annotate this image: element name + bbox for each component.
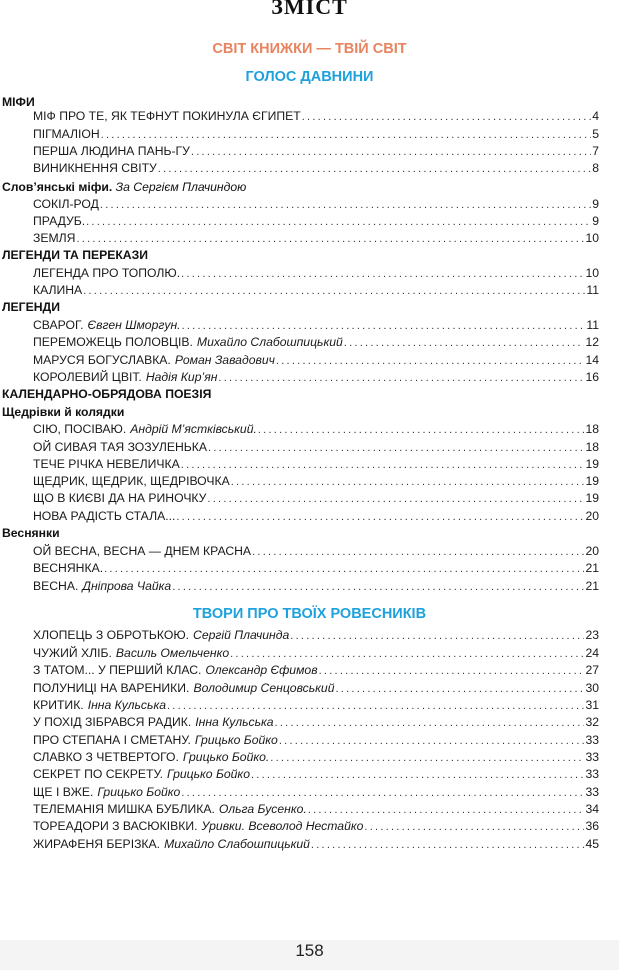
dot-leader bbox=[270, 752, 584, 764]
dot-leader bbox=[290, 630, 584, 642]
entry-title: СІЮ, ПОСІВАЮ. bbox=[33, 422, 127, 436]
section-heading bbox=[2, 95, 35, 109]
part-title-book-world: СВІТ КНИЖКИ — ТВІЙ СВІТ bbox=[212, 41, 407, 57]
entry-page: 18 bbox=[585, 422, 599, 436]
dot-leader bbox=[276, 355, 585, 367]
section-heading bbox=[2, 300, 60, 314]
toc-entry[interactable] bbox=[33, 127, 599, 143]
entry-page: 21 bbox=[585, 561, 599, 575]
entry-title: ВЕСНА. bbox=[33, 579, 79, 593]
toc-entry[interactable] bbox=[33, 837, 599, 853]
entry-page: 31 bbox=[585, 698, 599, 712]
entry-author: Надія Кир’ян bbox=[145, 370, 218, 384]
dot-leader bbox=[275, 717, 585, 729]
section-title: Слов’янські міфи. bbox=[2, 180, 113, 194]
entry-author: Михайло Слабошпицький bbox=[196, 335, 343, 349]
toc-entry[interactable] bbox=[33, 335, 599, 351]
section-title: Щедрівки й колядки bbox=[2, 405, 125, 419]
entry-author: Олександр Єфимов bbox=[205, 663, 318, 677]
entry-title: ТОРЕАДОРИ З ВАСЮКІВКИ. bbox=[33, 819, 198, 833]
toc-entry[interactable] bbox=[33, 318, 599, 334]
entry-title: ЩЕ І ВЖЕ. bbox=[33, 785, 94, 799]
entry-page: 20 bbox=[585, 509, 599, 523]
page-title: ЗМІСТ bbox=[271, 0, 348, 19]
entry-page: 20 bbox=[585, 544, 599, 558]
part-title-peers: ТВОРИ ПРО ТВОЇХ РОВЕСНИКІВ bbox=[192, 606, 427, 622]
entry-title: КАЛИНА bbox=[33, 283, 83, 297]
toc-entry[interactable] bbox=[33, 457, 599, 473]
page-number: 158 bbox=[295, 941, 324, 960]
section-author: За Сергієм Плачиндою bbox=[115, 180, 247, 194]
entry-author: Дніпрова Чайка bbox=[82, 579, 172, 593]
entry-author: Грицько Бойко. bbox=[182, 750, 270, 764]
dot-leader bbox=[191, 146, 591, 158]
entry-author: Василь Омельченко bbox=[115, 646, 230, 660]
dot-leader bbox=[176, 511, 584, 523]
toc-entry[interactable] bbox=[33, 214, 599, 230]
entry-title: ЛЕГЕНДА ПРО ТОПОЛЮ. bbox=[33, 266, 181, 280]
dot-leader bbox=[83, 285, 585, 297]
dot-leader bbox=[181, 787, 584, 799]
dot-leader bbox=[230, 648, 584, 660]
entry-page: 19 bbox=[585, 457, 599, 471]
entry-title: ЩО В КИЄВІ ДА НА РИНОЧКУ bbox=[33, 491, 207, 505]
dot-leader bbox=[208, 442, 584, 454]
entry-page: 33 bbox=[585, 785, 599, 799]
dot-leader bbox=[167, 700, 584, 712]
dot-leader bbox=[86, 216, 591, 228]
entry-author: Інна Кульська bbox=[195, 715, 274, 729]
entry-title: ЧУЖИЙ ХЛІБ. bbox=[33, 646, 112, 660]
toc-entry[interactable] bbox=[33, 561, 599, 577]
entry-page: 33 bbox=[585, 733, 599, 747]
entry-page: 21 bbox=[585, 579, 599, 593]
dot-leader bbox=[302, 111, 591, 123]
entry-author: Уривки. Всеволод Нестайко bbox=[201, 819, 364, 833]
toc-entry[interactable] bbox=[33, 802, 599, 818]
entry-title: НОВА РАДІСТЬ СТАЛА... bbox=[33, 509, 176, 523]
entry-page: 32 bbox=[585, 715, 599, 729]
entry-author: Грицько Бойко bbox=[167, 767, 250, 781]
section-heading bbox=[2, 180, 246, 194]
entry-title: ЗЕМЛЯ bbox=[33, 231, 76, 245]
entry-author: Андрій М’ястківський. bbox=[130, 422, 257, 436]
entry-title: ВИНИКНЕННЯ СВІТУ bbox=[33, 161, 157, 175]
entry-page: 24 bbox=[585, 646, 599, 660]
entry-title: ПОЛУНИЦІ НА ВАРЕНИКИ. bbox=[33, 681, 190, 695]
toc-entry[interactable] bbox=[33, 663, 599, 679]
entry-page: 19 bbox=[585, 491, 599, 505]
entry-title: ПЕРЕМОЖЕЦЬ ПОЛОВЦІВ. bbox=[33, 335, 193, 349]
entry-title: ТЕЧЕ РІЧКА НЕВЕЛИЧКА bbox=[33, 457, 180, 471]
entry-title: КОРОЛЕВИЙ ЦВІТ. bbox=[33, 370, 142, 384]
toc-entry[interactable] bbox=[33, 544, 599, 560]
dot-leader bbox=[100, 199, 591, 211]
entry-page: 34 bbox=[585, 802, 599, 816]
entry-page: 27 bbox=[585, 663, 599, 677]
entry-title: СЕКРЕТ ПО СЕКРЕТУ. bbox=[33, 767, 163, 781]
entry-page: 11 bbox=[586, 283, 599, 297]
toc-entry[interactable] bbox=[33, 440, 599, 456]
entry-page: 14 bbox=[585, 353, 599, 367]
entry-page: 23 bbox=[585, 628, 599, 642]
entry-title: ХЛОПЕЦЬ З ОБРОТЬКОЮ. bbox=[33, 628, 190, 642]
entry-page: 45 bbox=[585, 837, 599, 851]
toc-entry[interactable] bbox=[33, 750, 599, 766]
entry-title: ПЕРША ЛЮДИНА ПАНЬ-ГУ bbox=[33, 144, 190, 158]
entry-title: ВЕСНЯНКА. bbox=[33, 561, 104, 575]
entry-title: ТЕЛЕМАНІЯ МИШКА БУБЛИКА. bbox=[33, 802, 215, 816]
toc-entry[interactable] bbox=[33, 733, 599, 749]
dot-leader bbox=[76, 233, 584, 245]
toc-entry[interactable] bbox=[33, 144, 599, 160]
entry-page: 5 bbox=[592, 127, 599, 141]
dot-leader bbox=[364, 821, 584, 833]
section-heading bbox=[2, 248, 148, 262]
entry-title: ПІГМАЛІОН bbox=[33, 127, 100, 141]
entry-title: У ПОХІД ЗІБРАВСЯ РАДИК. bbox=[33, 715, 192, 729]
toc-entry[interactable] bbox=[33, 422, 599, 438]
entry-author: Ольга Бусенко. bbox=[218, 802, 307, 816]
dot-leader bbox=[231, 476, 585, 488]
dot-leader bbox=[104, 563, 584, 575]
dot-leader bbox=[319, 665, 585, 677]
entry-page: 11 bbox=[586, 318, 599, 332]
dot-leader bbox=[335, 683, 584, 695]
toc-entry[interactable] bbox=[33, 819, 599, 835]
toc-entry[interactable] bbox=[33, 785, 599, 801]
dot-leader bbox=[279, 735, 585, 747]
entry-page: 33 bbox=[585, 750, 599, 764]
dot-leader bbox=[251, 769, 584, 781]
dot-leader bbox=[308, 804, 585, 816]
toc-entry[interactable] bbox=[33, 509, 599, 525]
toc-entry[interactable] bbox=[33, 197, 599, 213]
toc-entry[interactable] bbox=[33, 628, 599, 644]
entry-author: Євген Шморгун. bbox=[87, 318, 181, 332]
section-title: КАЛЕНДАРНО-ОБРЯДОВА ПОЕЗІЯ bbox=[2, 387, 212, 401]
section-title: МІФИ bbox=[2, 95, 35, 109]
entry-author: Михайло Слабошпицький bbox=[164, 837, 310, 851]
dot-leader bbox=[218, 372, 584, 384]
entry-title: ОЙ ВЕСНА, ВЕСНА — ДНЕМ КРАСНА bbox=[33, 544, 252, 558]
toc-entry[interactable] bbox=[33, 370, 599, 386]
entry-page: 12 bbox=[585, 335, 599, 349]
toc-entry[interactable] bbox=[33, 109, 599, 125]
entry-author: Грицько Бойко bbox=[194, 733, 278, 747]
entry-author: Інна Кульська bbox=[87, 698, 166, 712]
dot-leader bbox=[182, 320, 586, 332]
dot-leader bbox=[207, 493, 584, 505]
entry-author: Володимир Сенцовський bbox=[193, 681, 335, 695]
entry-title: З ТАТОМ... У ПЕРШИЙ КЛАС. bbox=[33, 663, 202, 677]
part-subtitle-voice-of-antiquity: ГОЛОС ДАВНИНИ bbox=[245, 69, 374, 85]
entry-title: ПРАДУБ. bbox=[33, 214, 86, 228]
toc-entry[interactable] bbox=[33, 681, 599, 697]
toc-entry[interactable] bbox=[33, 353, 599, 369]
dot-leader bbox=[158, 163, 591, 175]
entry-page: 33 bbox=[585, 767, 599, 781]
entry-page: 8 bbox=[592, 161, 599, 175]
dot-leader bbox=[101, 129, 592, 141]
toc-entry[interactable] bbox=[33, 715, 599, 731]
entry-page: 4 bbox=[592, 109, 599, 123]
toc-entry[interactable] bbox=[33, 646, 599, 662]
toc-entry[interactable] bbox=[33, 698, 599, 714]
section-heading bbox=[2, 405, 124, 419]
entry-author: Роман Завадович bbox=[174, 353, 275, 367]
toc-entry[interactable] bbox=[33, 474, 599, 490]
toc-entry[interactable] bbox=[33, 767, 599, 783]
entry-page: 36 bbox=[585, 819, 599, 833]
entry-author: Сергій Плачинда bbox=[193, 628, 290, 642]
entry-title: МАРУСЯ БОГУСЛАВКА. bbox=[33, 353, 171, 367]
entry-page: 9 bbox=[592, 197, 599, 211]
toc-entry[interactable] bbox=[33, 266, 599, 282]
entry-author: Грицько Бойко bbox=[97, 785, 181, 799]
entry-page: 16 bbox=[585, 370, 599, 384]
entry-title: КРИТИК. bbox=[33, 698, 84, 712]
entry-title: ЩЕДРИК, ЩЕДРИК, ЩЕДРІВОЧКА bbox=[33, 474, 230, 488]
section-title: ЛЕГЕНДИ ТА ПЕРЕКАЗИ bbox=[2, 248, 148, 262]
section-title: ЛЕГЕНДИ bbox=[2, 300, 60, 314]
dot-leader bbox=[181, 459, 585, 471]
dot-leader bbox=[172, 581, 584, 593]
entry-page: 7 bbox=[592, 144, 599, 158]
section-title: Веснянки bbox=[2, 526, 60, 540]
entry-title: СЛАВКО З ЧЕТВЕРТОГО. bbox=[33, 750, 179, 764]
entry-title: ЖИРАФЕНЯ БЕРІЗКА. bbox=[33, 837, 161, 851]
toc-entry[interactable] bbox=[33, 161, 599, 177]
dot-leader bbox=[344, 337, 585, 349]
entry-title: ПРО СТЕПАНА І СМЕТАНУ. bbox=[33, 733, 191, 747]
dot-leader bbox=[252, 546, 584, 558]
toc-entry[interactable] bbox=[33, 231, 599, 247]
entry-page: 9 bbox=[592, 214, 599, 228]
dot-leader bbox=[311, 839, 585, 851]
toc-entry[interactable] bbox=[33, 491, 599, 507]
toc-entry[interactable] bbox=[33, 579, 599, 595]
entry-title: ОЙ СИВАЯ ТАЯ ЗОЗУЛЕНЬКА bbox=[33, 440, 208, 454]
entry-title: МІФ ПРО ТЕ, ЯК ТЕФНУТ ПОКИНУЛА ЄГИПЕТ bbox=[33, 109, 301, 123]
dot-leader bbox=[258, 424, 585, 436]
section-heading bbox=[2, 526, 60, 540]
entry-page: 10 bbox=[585, 266, 599, 280]
section-heading bbox=[2, 387, 211, 401]
entry-title: СОКІЛ-РОД bbox=[33, 197, 99, 211]
toc-entry[interactable] bbox=[33, 283, 599, 299]
dot-leader bbox=[181, 268, 584, 280]
entry-page: 30 bbox=[585, 681, 599, 695]
entry-page: 10 bbox=[585, 231, 599, 245]
entry-title: СВАРОГ. bbox=[33, 318, 84, 332]
entry-page: 19 bbox=[585, 474, 599, 488]
entry-page: 18 bbox=[585, 440, 599, 454]
